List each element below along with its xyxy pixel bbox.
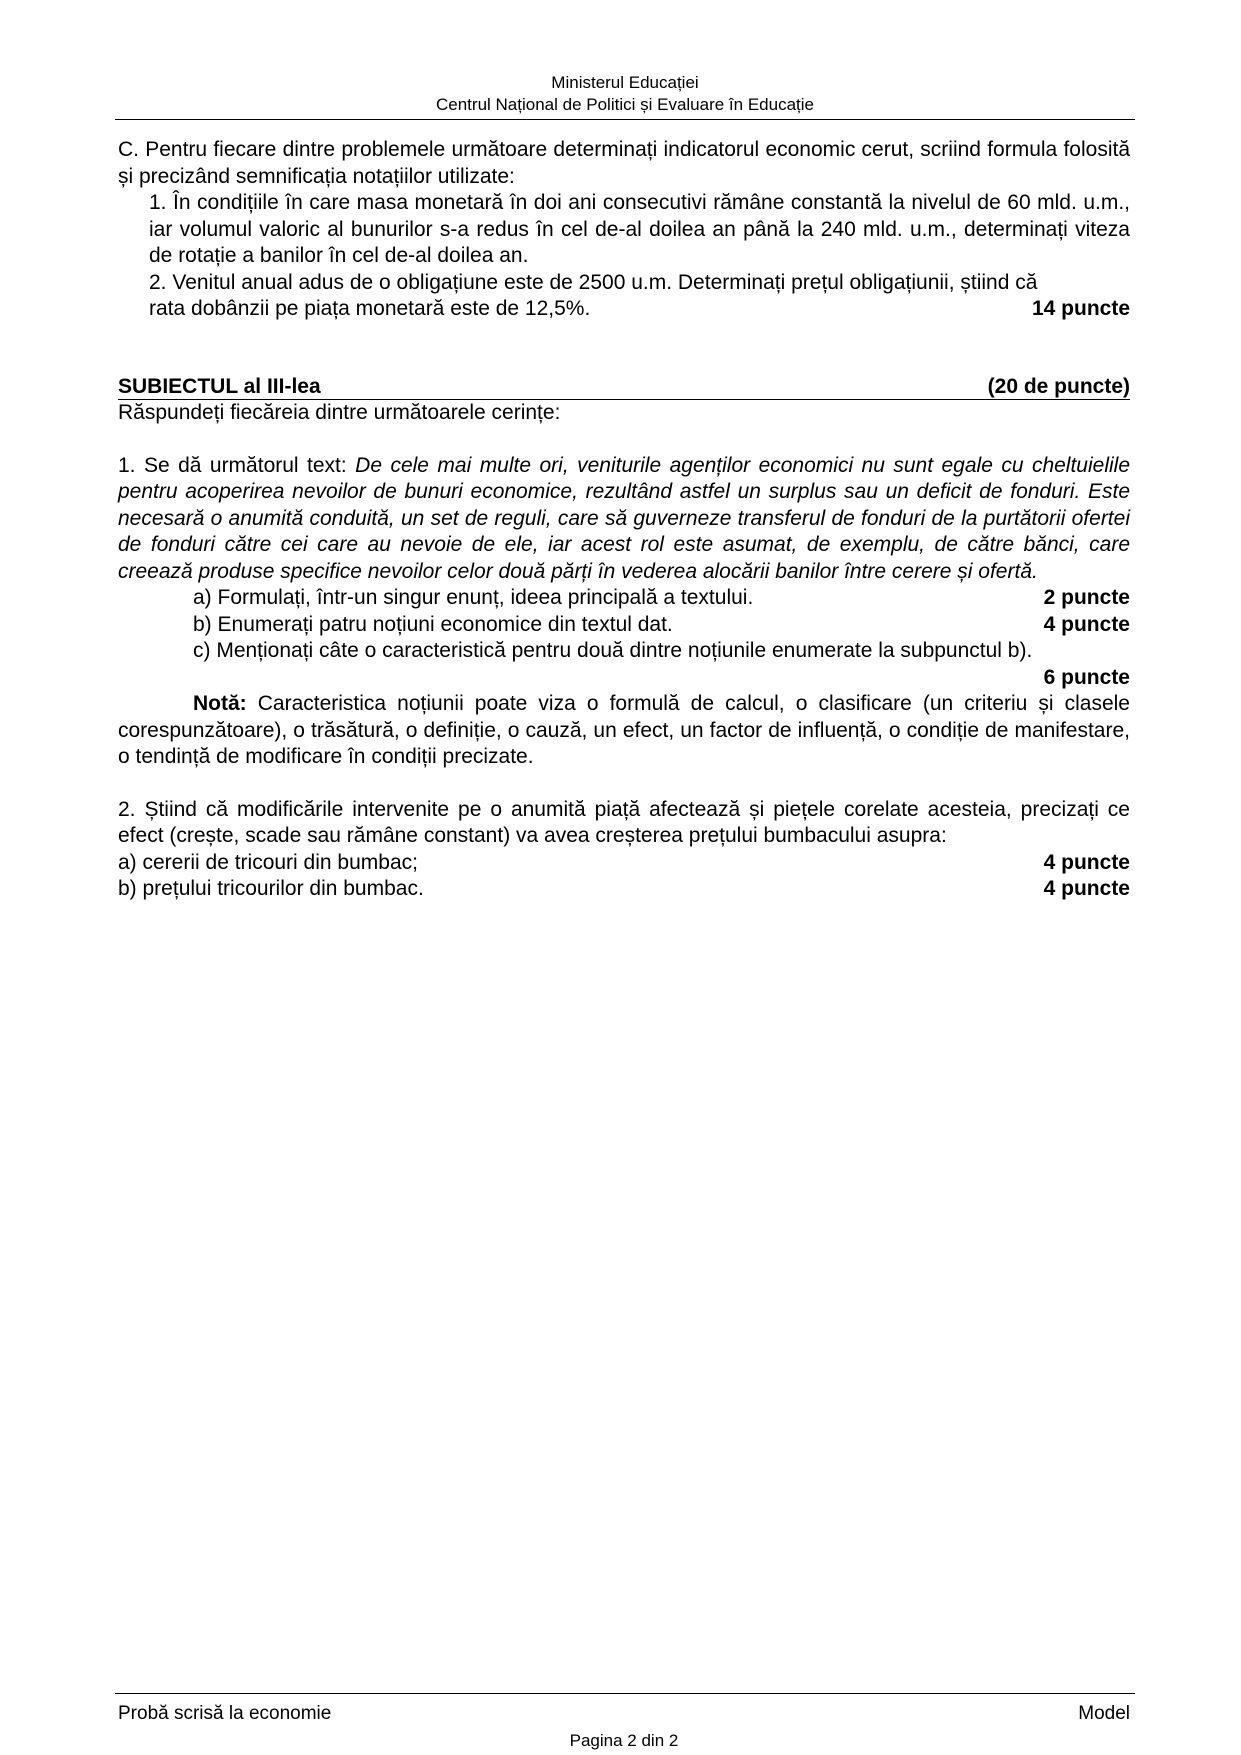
note-text: Caracteristica noțiunii poate viza o formulă de calcul, o clasificare (un criteriu și clasele corespunzătoare), o trăsătură, o definiție, o cauză, un efect, un factor de influență, o condiție de manifestare, o tendință de modificare în condiții precizate.	[118, 692, 1130, 768]
footer-page-number: Pagina 2 din 2	[569, 1731, 679, 1750]
section-c-points: 14 puncte	[1031, 297, 1130, 320]
note-label: Notă:	[193, 692, 247, 715]
question-1c: c) Menționați câte o caracteristică pentru două dintre noțiunile enumerate la subpunctul b).	[193, 639, 1033, 662]
question-1a: a) Formulați, într-un singur enunț, ideea principală a textului.	[193, 586, 754, 609]
subject-3-title-row	[118, 375, 1130, 400]
question-1b-row	[118, 612, 1130, 639]
section-c-item-1: 1. În condițiile în care masa monetară în doi ani consecutivi rămâne constantă la nivelul de 60 mld. u.m., iar volumul valoric al bunurilor s-a redus în cel de-al doilea an până la 240 mld. u.m., determinați viteza de rotație a banilor în cel de-al doilea an.	[149, 191, 1130, 267]
question-1b: b) Enumerați patru noțiuni economice din textul dat.	[193, 612, 673, 636]
question-1c-points-row	[118, 665, 1130, 692]
question-1-text	[118, 453, 1130, 586]
question-2b-row	[118, 876, 1130, 903]
footer-divider	[115, 1693, 1135, 1694]
section-c-item-2-line-1: 2. Venitul anual adus de o obligațiune este de 2500 u.m. Determinați prețul obligațiunii, știind că	[149, 270, 1038, 294]
section-c-item-2-row	[118, 296, 1130, 323]
question-1b-points: 4 puncte	[1043, 612, 1130, 636]
section-c-item-2-line-2: rata dobânzii pe piața monetară este de 12,5%.	[149, 297, 591, 320]
footer-exam-name: Probă scrisă la economie	[118, 1703, 332, 1724]
question-1c-points: 6 puncte	[1043, 665, 1130, 689]
subject-3	[118, 375, 1130, 903]
subject-3-instruction: Răspundeți fiecăreia dintre următoarele cerințe:	[118, 401, 561, 424]
question-1-prefix: 1. Se dă următorul text:	[118, 453, 356, 477]
subject-3-points: (20 de puncte)	[987, 375, 1130, 398]
question-2-text: 2. Știind că modificările intervenite pe o anumită piață afectează și piețele corelate acesteia, precizați ce efect (crește, scade sau rămâne constant) va avea creșterea prețului bumbacului asupra:	[118, 797, 1130, 847]
question-2a: a) cererii de tricouri din bumbac;	[118, 850, 418, 874]
footer-model-label: Model	[1078, 1703, 1130, 1724]
question-2a-row	[118, 850, 1130, 877]
question-1a-row	[118, 585, 1130, 612]
question-2b: b) prețului tricourilor din bumbac.	[118, 877, 424, 900]
footer-row	[118, 1702, 1130, 1726]
header-divider	[115, 119, 1135, 120]
question-1a-points: 2 puncte	[1043, 586, 1130, 609]
section-c	[118, 137, 1130, 323]
question-2b-points: 4 puncte	[1043, 877, 1130, 900]
question-1-quote: De cele mai multe ori, veniturile agenților economici nu sunt egale cu cheltuielile pentru acoperirea nevoilor de bunuri economice, rezultând astfel un surplus sau un deficit de fonduri. Este necesară o anumită conduită, un set de reguli, care să guverneze transferul de fonduri de la purtătorii ofertei de fonduri către cei care au nevoie de ele, iar acest rol este asumat, de exemplu, de către bănci, care creează produse specifice nevoilor celor două părți în vederea alocării banilor între cerere și ofertă.	[118, 453, 1130, 583]
subject-3-title: SUBIECTUL al III-lea	[118, 375, 321, 398]
header-ministry: Ministerul Educației	[551, 73, 699, 92]
question-2a-points: 4 puncte	[1043, 850, 1130, 874]
header-center: Centrul Național de Politici și Evaluare în Educație	[436, 95, 814, 114]
question-1-note	[118, 691, 1130, 771]
section-c-intro: C. Pentru fiecare dintre problemele următoare determinați indicatorul economic cerut, scriind formula folosită și precizând semnificația notațiilor utilizate:	[118, 138, 1130, 188]
